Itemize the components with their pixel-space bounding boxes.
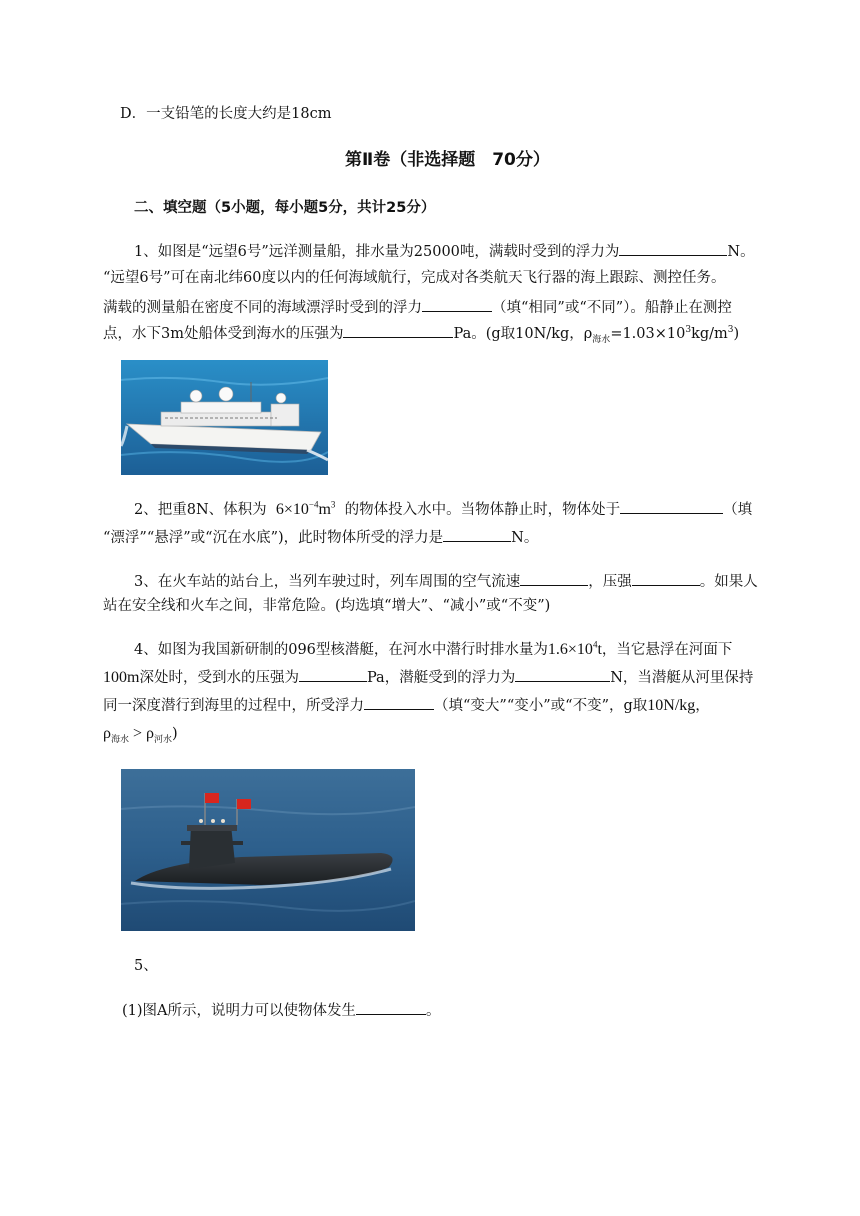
q4-text: Pa，潜艇受到的浮力为 xyxy=(366,670,516,686)
q4-text: 同一深度潜行到海里的过程中，所受浮力 xyxy=(103,698,364,714)
q4-text: 深处时，受到水的压强为 xyxy=(139,670,299,686)
q1-line-4 xyxy=(103,322,739,344)
q5-label: 5、 xyxy=(134,958,158,974)
q1-blank-3[interactable] xyxy=(343,322,453,338)
q2-text: 2、把重8N、体积为 xyxy=(134,502,267,518)
q4-text: ，当它悬浮在河面下 xyxy=(601,642,733,658)
q3-blank-1[interactable] xyxy=(520,570,588,586)
submarine-photo xyxy=(121,769,415,931)
q1-blank-2[interactable] xyxy=(422,296,492,312)
q3-text: ，压强 xyxy=(588,574,632,590)
q4-g-value: 10N/kg xyxy=(647,697,696,714)
q1-text: 满载的测量船在密度不同的海域漂浮时受到的浮力 xyxy=(103,300,422,316)
q1-text: （填“相同”或“不同”）。船静止在测控 xyxy=(492,300,732,316)
exponent: 3 xyxy=(685,325,692,336)
q4-line-2 xyxy=(103,666,753,688)
q5-text: (1)图A所示，说明力可以使物体发生 xyxy=(122,1003,357,1019)
q4-text: ， xyxy=(695,698,710,714)
q1-text: kg/m xyxy=(691,326,728,342)
q4-density-comparison xyxy=(103,725,173,745)
q1-text: =1.03×10 xyxy=(610,326,686,342)
q4-text: （填“变大”“变小”或“不变”，g取 xyxy=(434,698,648,714)
q5-sub-1 xyxy=(122,999,441,1021)
q3-text: 3、在火车站的站台上，当列车驶过时，列车周围的空气流速 xyxy=(134,574,521,590)
q4-displacement-expression xyxy=(548,641,602,658)
rho-symbol: ρ xyxy=(103,725,111,742)
q3-blank-2[interactable] xyxy=(632,570,700,586)
q4-line-3 xyxy=(103,694,710,716)
q4-blank-3[interactable] xyxy=(364,694,434,710)
q2-text: “漂浮”“悬浮”或“沉在水底”)，此时物体所受的浮力是 xyxy=(103,530,444,546)
q4-blank-2[interactable] xyxy=(515,666,610,682)
math-base: 6×10 xyxy=(275,501,309,518)
q1-line-1 xyxy=(134,240,755,262)
exponent: 4 xyxy=(592,639,598,650)
q2-blank-2[interactable] xyxy=(443,526,511,542)
greater-than: > xyxy=(129,725,147,742)
q3-text: 。如果人 xyxy=(699,574,758,590)
rho-subscript: 河水 xyxy=(154,734,173,745)
math-unit: t xyxy=(597,641,602,658)
q3-line-2: 站在安全线和火车之间，非常危险。(均选填“增大”、“减小”或“不变”) xyxy=(103,598,551,614)
part-title: 第Ⅱ卷（非选择题 70分） xyxy=(345,150,550,170)
q4-text: N，当潜艇从河里保持 xyxy=(610,670,754,686)
math-base: 1.6×10 xyxy=(547,641,593,658)
exponent: −4 xyxy=(308,499,319,510)
q5-blank-1[interactable] xyxy=(356,999,426,1015)
exponent: 3 xyxy=(330,499,336,510)
q5-text: 。 xyxy=(426,1003,441,1019)
q1-text: 点，水下3m处船体受到海水的压强为 xyxy=(103,326,344,342)
q1-line-2: “远望6号”可在南北纬60度以内的任何海域航行，完成对各类航天飞行器的海上跟踪、测控任务。 xyxy=(103,270,726,286)
q4-text: 4、如图为我国新研制的096型核潜艇，在河水中潜行时排水量为 xyxy=(134,642,548,658)
q4-line-1 xyxy=(134,640,732,660)
q1-text: 1、如图是“远望6号”远洋测量船，排水量为25000吨，满载时受到的浮力为 xyxy=(134,244,620,260)
q2-text: 的物体投入水中。当物体静止时，物体处于 xyxy=(344,502,621,518)
exponent: 3 xyxy=(727,325,734,336)
rho-subscript: 海水 xyxy=(592,334,611,345)
q1-line-3 xyxy=(103,296,732,318)
q2-line-1 xyxy=(134,498,752,520)
rho-subscript: 海水 xyxy=(110,734,129,745)
q1-text: ) xyxy=(733,326,740,342)
section-heading: 二、填空题（5小题，每小题5分，共计25分） xyxy=(134,200,436,216)
survey-ship-photo xyxy=(121,360,328,475)
q1-text: N。 xyxy=(727,244,755,260)
q4-blank-1[interactable] xyxy=(299,666,367,682)
q2-line-2 xyxy=(103,526,538,548)
q3-line-1 xyxy=(134,570,758,592)
q2-text: （填 xyxy=(723,502,753,518)
q1-blank-1[interactable] xyxy=(619,240,727,256)
option-d: D．一支铅笔的长度大约是18cm xyxy=(120,106,332,122)
q2-volume-expression xyxy=(276,501,336,518)
math-unit: m xyxy=(318,501,331,518)
q4-text: ) xyxy=(172,726,178,742)
q4-depth-value: 100m xyxy=(103,669,140,686)
q4-line-4 xyxy=(103,724,178,744)
q2-text: N。 xyxy=(511,530,539,546)
rho-symbol: ρ xyxy=(146,725,155,742)
q2-blank-1[interactable] xyxy=(620,498,723,514)
q1-text: Pa。(g取10N/kg，ρ xyxy=(453,326,593,342)
